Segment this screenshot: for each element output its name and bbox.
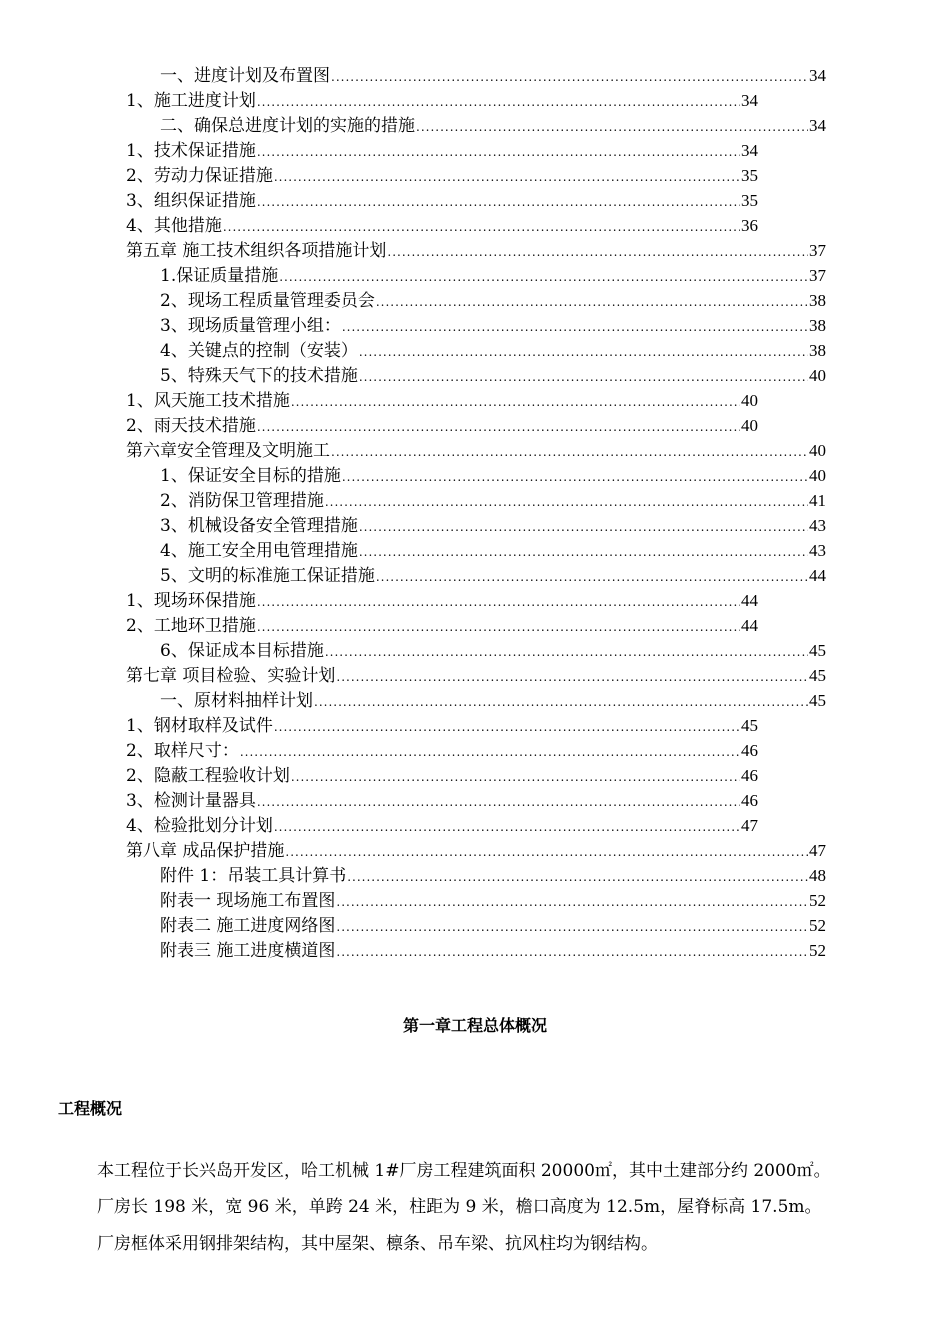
toc-entry-page: 45	[809, 666, 826, 685]
body-paragraph: 厂房框体采用钢排架结构，其中屋架、檩条、吊车梁、抗风柱均为钢结构。	[97, 1234, 658, 1254]
toc-leader-dots	[336, 940, 808, 965]
toc-leader-dots	[257, 190, 740, 215]
toc-entry-title: 1、现场环保措施	[126, 591, 256, 611]
toc-entry	[0, 263, 826, 288]
toc-entry	[0, 288, 826, 313]
toc-entry-title: 第八章 成品保护措施	[126, 841, 285, 861]
toc-entry	[0, 538, 826, 563]
toc-leader-dots	[331, 65, 808, 90]
toc-leader-dots	[331, 440, 808, 465]
chapter-title: 第一章工程总体概况	[402, 1016, 547, 1035]
toc-entry-title: 3、机械设备安全管理措施	[160, 516, 358, 536]
toc-entry	[0, 738, 758, 763]
toc-leader-dots	[336, 665, 808, 690]
toc-entry-page: 52	[809, 891, 826, 910]
toc-leader-dots	[314, 690, 808, 715]
toc-leader-dots	[342, 465, 808, 490]
toc-entry-page: 52	[809, 916, 826, 935]
toc-entry-page: 48	[809, 866, 826, 885]
toc-leader-dots	[279, 265, 808, 290]
table-of-contents	[0, 63, 950, 963]
toc-leader-dots	[325, 490, 808, 515]
toc-entry-title: 一、进度计划及布置图	[160, 66, 330, 86]
toc-leader-dots	[336, 890, 808, 915]
toc-entry-title: 1、技术保证措施	[126, 141, 256, 161]
toc-entry-title: 3、现场质量管理小组：	[160, 316, 341, 336]
toc-entry-page: 40	[741, 416, 758, 435]
toc-entry-page: 40	[809, 441, 826, 460]
toc-entry-page: 46	[741, 766, 758, 785]
toc-leader-dots	[376, 290, 808, 315]
toc-entry-page: 36	[741, 216, 758, 235]
toc-leader-dots	[291, 390, 740, 415]
toc-entry-title: 3、组织保证措施	[126, 191, 256, 211]
toc-entry-title: 5、特殊天气下的技术措施	[160, 366, 358, 386]
toc-entry	[0, 638, 826, 663]
toc-leader-dots	[274, 165, 740, 190]
toc-leader-dots	[359, 515, 808, 540]
toc-entry	[0, 663, 826, 688]
toc-entry-page: 43	[809, 541, 826, 560]
toc-leader-dots	[387, 240, 808, 265]
toc-leader-dots	[257, 415, 740, 440]
toc-entry	[0, 513, 826, 538]
toc-entry-page: 47	[809, 841, 826, 860]
toc-entry-title: 2、取样尺寸：	[126, 741, 239, 761]
toc-entry	[0, 213, 758, 238]
toc-entry-page: 52	[809, 941, 826, 960]
toc-entry-title: 4、施工安全用电管理措施	[160, 541, 358, 561]
toc-leader-dots	[257, 90, 740, 115]
toc-entry	[0, 63, 826, 88]
toc-entry	[0, 238, 826, 263]
toc-entry-title: 二、确保总进度计划的实施的措施	[160, 116, 415, 136]
toc-entry-title: 一、原材料抽样计划	[160, 691, 313, 711]
toc-entry-title: 1、风天施工技术措施	[126, 391, 290, 411]
toc-leader-dots	[347, 865, 808, 890]
toc-entry	[0, 338, 826, 363]
toc-entry-title: 2、现场工程质量管理委员会	[160, 291, 375, 311]
toc-entry-page: 38	[809, 316, 826, 335]
toc-entry-title: 1、钢材取样及试件	[126, 716, 273, 736]
toc-entry	[0, 588, 758, 613]
toc-entry	[0, 113, 826, 138]
toc-leader-dots	[257, 615, 740, 640]
toc-entry	[0, 413, 758, 438]
toc-entry	[0, 938, 826, 963]
toc-entry	[0, 888, 826, 913]
toc-entry-title: 2、劳动力保证措施	[126, 166, 273, 186]
toc-entry-title: 第七章 项目检验、实验计划	[126, 666, 336, 686]
toc-entry-page: 38	[809, 341, 826, 360]
toc-entry-title: 2、工地环卫措施	[126, 616, 256, 636]
toc-leader-dots	[325, 640, 808, 665]
toc-leader-dots	[359, 340, 808, 365]
toc-entry-page: 37	[809, 241, 826, 260]
toc-entry	[0, 138, 758, 163]
toc-entry-page: 43	[809, 516, 826, 535]
toc-entry-title: 4、检验批划分计划	[126, 816, 273, 836]
toc-entry	[0, 188, 758, 213]
toc-leader-dots	[257, 140, 740, 165]
toc-entry-page: 40	[809, 366, 826, 385]
toc-entry	[0, 763, 758, 788]
toc-entry	[0, 913, 826, 938]
toc-entry-page: 47	[741, 816, 758, 835]
toc-entry-title: 1.保证质量措施	[160, 266, 279, 286]
toc-leader-dots	[359, 365, 808, 390]
toc-entry-title: 2、雨天技术措施	[126, 416, 256, 436]
toc-entry-page: 37	[809, 266, 826, 285]
toc-entry	[0, 163, 758, 188]
toc-leader-dots	[223, 215, 740, 240]
toc-entry-title: 2、消防保卫管理措施	[160, 491, 324, 511]
toc-entry	[0, 688, 826, 713]
toc-entry	[0, 488, 826, 513]
toc-entry-page: 40	[809, 466, 826, 485]
toc-leader-dots	[291, 765, 740, 790]
toc-entry-page: 44	[809, 566, 826, 585]
toc-entry	[0, 613, 758, 638]
toc-leader-dots	[285, 840, 808, 865]
toc-entry	[0, 438, 826, 463]
toc-entry-title: 3、检测计量器具	[126, 791, 256, 811]
toc-entry-page: 38	[809, 291, 826, 310]
toc-leader-dots	[359, 540, 808, 565]
toc-entry	[0, 388, 758, 413]
toc-entry-page: 46	[741, 791, 758, 810]
toc-entry	[0, 813, 758, 838]
toc-entry-title: 2、隐蔽工程验收计划	[126, 766, 290, 786]
toc-entry-page: 35	[741, 166, 758, 185]
toc-entry	[0, 463, 826, 488]
toc-entry-title: 第五章 施工技术组织各项措施计划	[126, 241, 387, 261]
toc-leader-dots	[274, 815, 740, 840]
toc-entry-page: 34	[809, 116, 826, 135]
body-paragraph: 厂房长 198 米，宽 96 米，单跨 24 米，柱距为 9 米，檐口高度为 12.5m，屋脊标高 17.5m。	[97, 1197, 822, 1217]
toc-entry-title: 第六章安全管理及文明施工	[126, 441, 330, 461]
toc-entry-page: 34	[809, 66, 826, 85]
toc-entry-page: 45	[809, 641, 826, 660]
toc-leader-dots	[274, 715, 740, 740]
toc-entry-title: 附表二 施工进度网络图	[160, 916, 336, 936]
toc-entry-page: 46	[741, 741, 758, 760]
toc-entry-title: 附表一 现场施工布置图	[160, 891, 336, 911]
toc-entry	[0, 313, 826, 338]
toc-entry	[0, 863, 826, 888]
toc-entry	[0, 788, 758, 813]
toc-entry	[0, 563, 826, 588]
toc-entry-title: 5、文明的标准施工保证措施	[160, 566, 375, 586]
toc-entry	[0, 838, 826, 863]
section-heading: 工程概况	[58, 1099, 123, 1118]
toc-entry-page: 40	[741, 391, 758, 410]
toc-entry-page: 41	[809, 491, 826, 510]
toc-entry	[0, 363, 826, 388]
toc-leader-dots	[257, 790, 740, 815]
toc-entry-title: 4、其他措施	[126, 216, 222, 236]
toc-entry-page: 34	[741, 91, 758, 110]
toc-leader-dots	[342, 315, 808, 340]
toc-entry-page: 44	[741, 616, 758, 635]
toc-leader-dots	[336, 915, 808, 940]
toc-entry	[0, 713, 758, 738]
toc-leader-dots	[240, 740, 740, 765]
toc-entry-title: 附表三 施工进度横道图	[160, 941, 336, 961]
toc-entry-title: 1、保证安全目标的措施	[160, 466, 341, 486]
toc-leader-dots	[376, 565, 808, 590]
toc-entry-page: 45	[741, 716, 758, 735]
toc-entry-title: 4、关键点的控制（安装）	[160, 341, 358, 361]
toc-entry-title: 1、施工进度计划	[126, 91, 256, 111]
toc-entry-title: 附件 1：吊装工具计算书	[160, 866, 347, 886]
toc-leader-dots	[416, 115, 808, 140]
toc-entry-title: 6、保证成本目标措施	[160, 641, 324, 661]
toc-entry-page: 44	[741, 591, 758, 610]
toc-entry-page: 45	[809, 691, 826, 710]
toc-entry-page: 34	[741, 141, 758, 160]
body-paragraph: 本工程位于长兴岛开发区，哈工机械 1#厂房工程建筑面积 20000㎡，其中土建部分约 2000㎡。	[97, 1161, 831, 1181]
toc-entry	[0, 88, 758, 113]
toc-entry-page: 35	[741, 191, 758, 210]
toc-leader-dots	[257, 590, 740, 615]
